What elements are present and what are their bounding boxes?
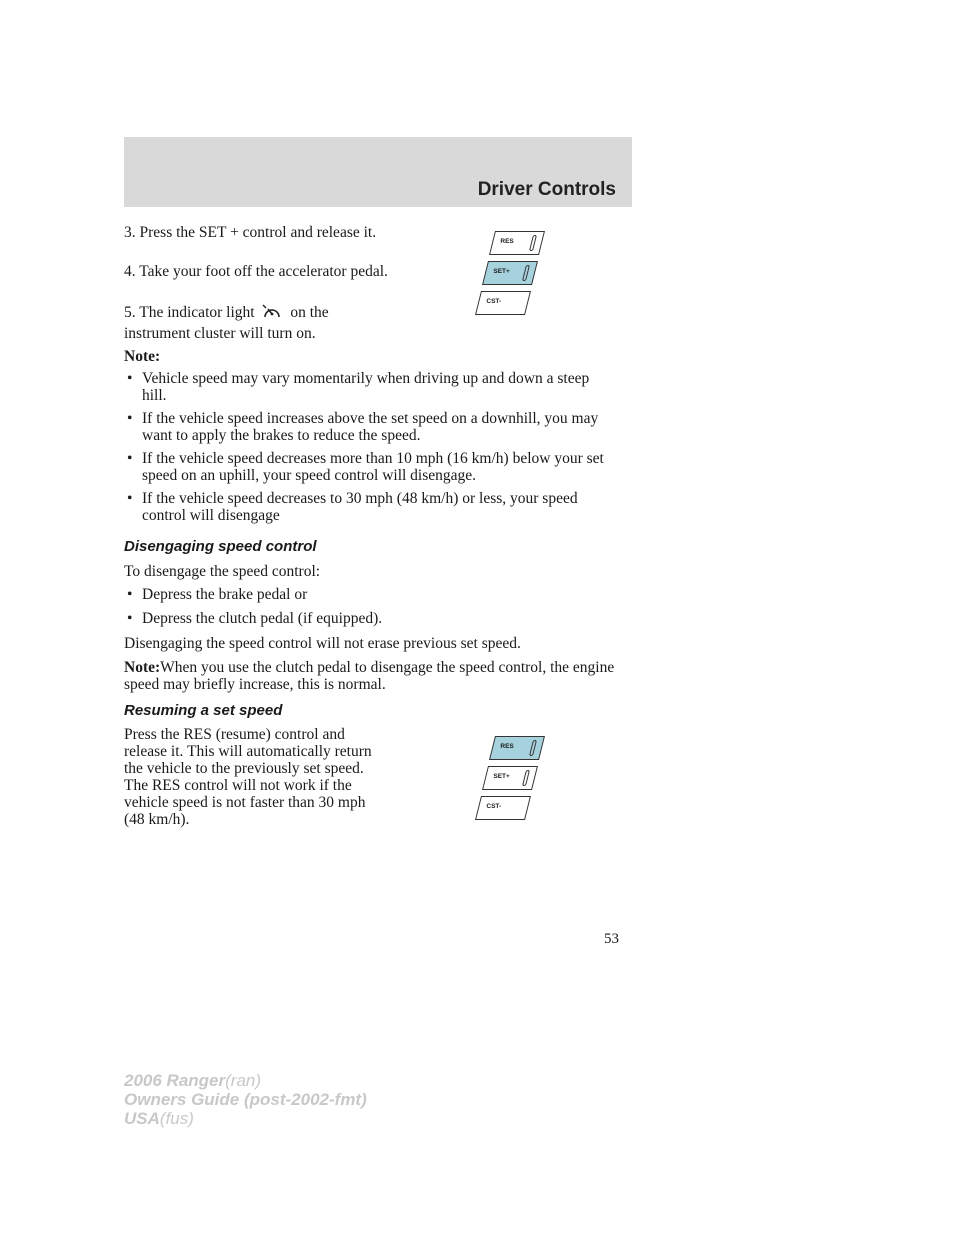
step-5-post: on the [290, 304, 329, 321]
note-label: Note: [124, 348, 161, 365]
step-5 [124, 303, 394, 342]
speed-control-illustration-set [478, 231, 558, 321]
disengage-note: Note:When you use the clutch pedal to disengage the speed control, the engine speed may briefly increase, this is normal. [124, 659, 615, 693]
res-control: RES [489, 231, 545, 255]
step-4: 4. Take your foot off the accelerator pedal. [124, 263, 388, 280]
section-title: Driver Controls [477, 179, 616, 200]
footer: 2006 Ranger(ran) Owners Guide (post-2002-fmt) USA(fus) [124, 1071, 367, 1128]
note-bullet: • If the vehicle speed increases above the set speed on a downhill, you may want to apply the brakes to reduce the speed. [127, 410, 599, 444]
step-5-line2: instrument cluster will turn on. [124, 325, 316, 342]
section-heading-disengaging: Disengaging speed control [124, 538, 317, 555]
page-header [124, 137, 632, 207]
disengage-intro: To disengage the speed control: [124, 563, 321, 580]
cst-minus-control: CST- [475, 796, 531, 820]
disengage-bullet: • Depress the clutch pedal (if equipped). [127, 610, 383, 627]
note-bullet: • If the vehicle speed decreases more than 10 mph (16 km/h) below your set speed on an uphill, your speed control will disengage. [127, 450, 604, 484]
speed-control-illustration-res [478, 736, 558, 826]
step-3: 3. Press the SET + control and release it. [124, 224, 377, 241]
resume-text: Press the RES (resume) control and release it. This will automatically return the vehicle to the previously set speed. The RES control will not work if the vehicle speed is not faster than 30 mph (48 km/h). [124, 726, 372, 828]
section-heading-resuming: Resuming a set speed [124, 702, 283, 719]
page-number: 53 [604, 931, 619, 947]
speed-control-indicator-icon [262, 303, 282, 325]
res-control: RES [489, 736, 545, 760]
disengage-para: Disengaging the speed control will not erase previous set speed. [124, 635, 521, 652]
step-5-pre: 5. The indicator light [124, 304, 255, 321]
set-plus-control: SET+ [482, 261, 538, 285]
disengage-bullet: • Depress the brake pedal or [127, 586, 308, 603]
set-plus-control: SET+ [482, 766, 538, 790]
cst-minus-control: CST- [475, 291, 531, 315]
note-bullet: • Vehicle speed may vary momentarily when driving up and down a steep hill. [127, 370, 590, 404]
note-bullet: • If the vehicle speed decreases to 30 mph (48 km/h) or less, your speed control will disengage [127, 490, 578, 524]
